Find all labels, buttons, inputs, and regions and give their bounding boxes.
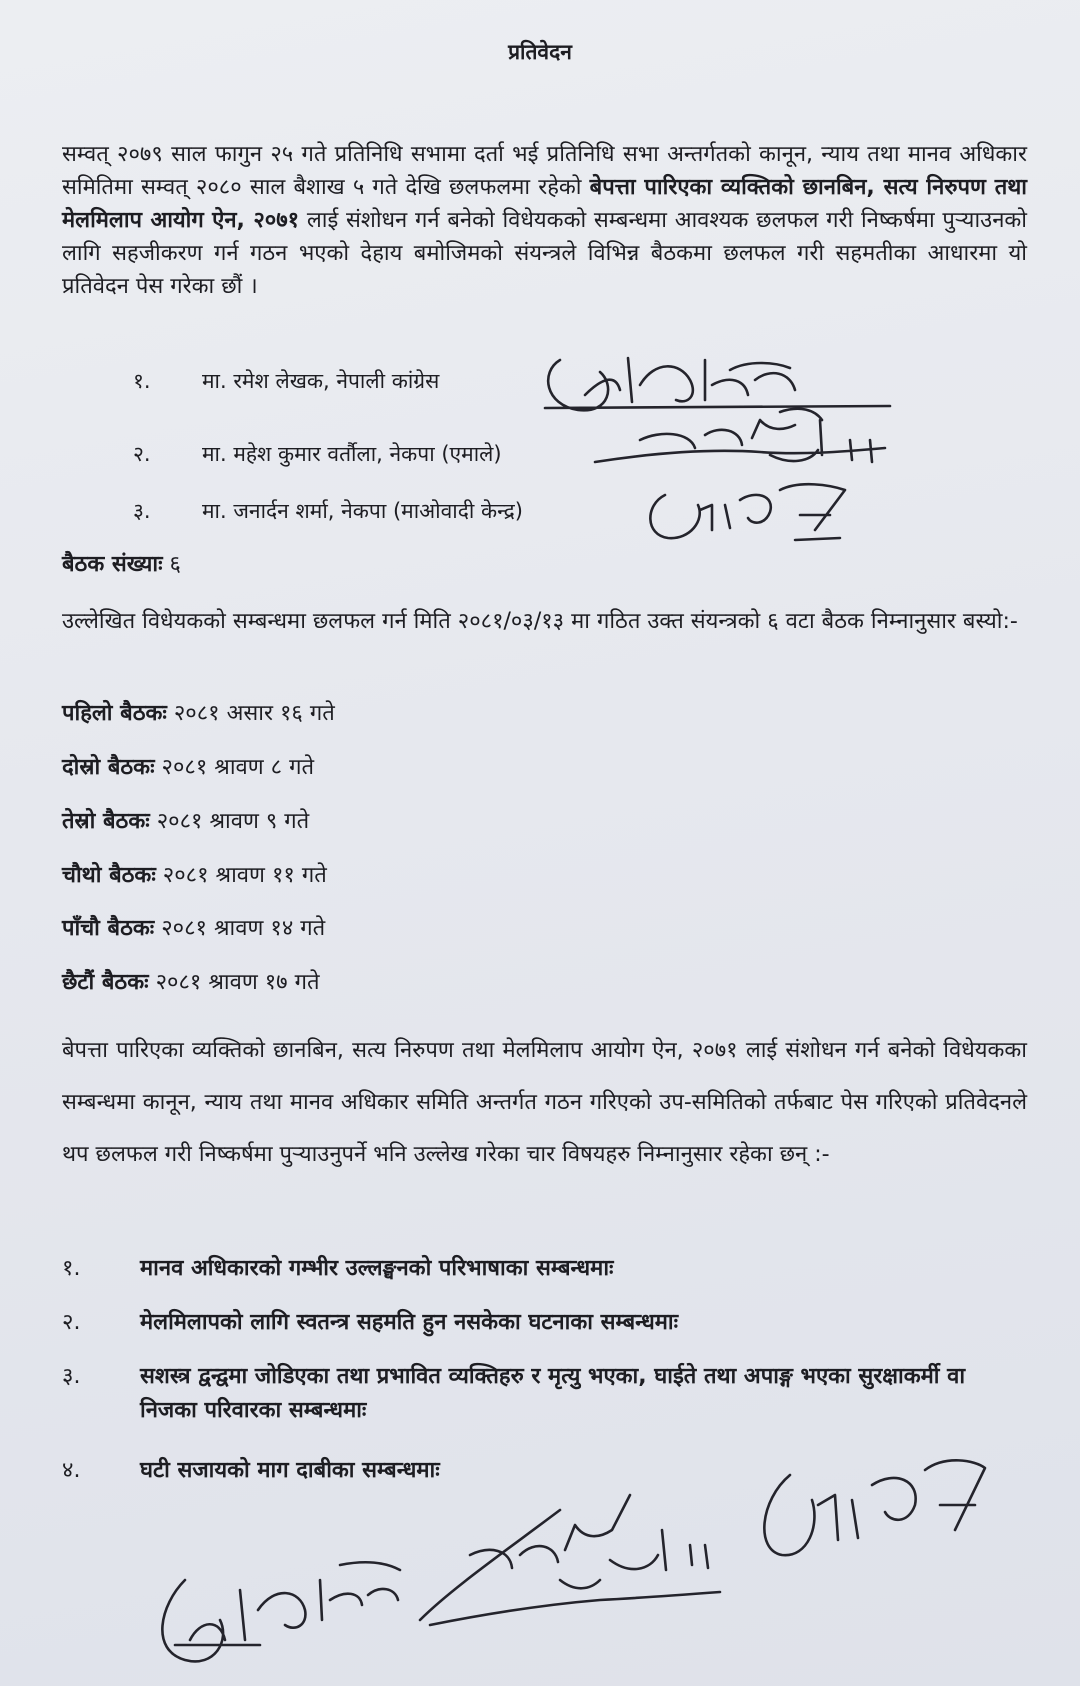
member-name: मा. महेश कुमार वर्तौला, नेकपा (एमाले) [202,442,502,466]
signature-janardan-sharma [650,484,845,540]
meeting-date: २०८१ असार १६ गते [173,701,335,726]
member-number: २. [133,442,151,466]
meeting-date: २०८१ श्रावण ८ गते [161,755,315,780]
bill-name: बेपत्ता पारिएका व्यक्तिको छानबिन, सत्य निरुपण तथा मेलमिलाप आयोग ऐन, २०७१ [62,175,1027,233]
issue-text: घटी सजायको माग दाबीका सम्बन्धमाः [140,1458,440,1483]
meeting-label: तेस्रो बैठकः [62,809,150,834]
signature-mahesh-kumar-bartaula-bottom [420,1495,720,1625]
meeting-label: पाँचौ बैठकः [62,916,155,941]
meeting-count-label: बैठक संख्याः [62,552,163,577]
meetings-intro: उल्लेखित विधेयकको सम्बन्धमा छलफल गर्न मिति २०८१/०३/१३ मा गठित उक्त संयन्त्रको ६ वटा बैठक निम्नानुसार बस्यो:- [62,609,1018,634]
signature-janardan-sharma-bottom [764,1460,985,1555]
meeting-date: २०८१ श्रावण ११ गते [162,863,327,888]
issue-text: मेलमिलापको लागि स्वतन्त्र सहमति हुन नसकेका घटनाका सम्बन्धमाः [140,1310,679,1335]
document-title: प्रतिवेदन [508,40,572,64]
signature-mahesh-kumar-bartaula [595,409,885,462]
findings-intro: बेपत्ता पारिएका व्यक्तिको छानबिन, सत्य निरुपण तथा मेलमिलाप आयोग ऐन, २०७१ लाई संशोधन गर्न बनेको विधेयकका सम्बन्धमा कानून, न्याय तथा मानव अधिकार समिति अन्तर्गत गठन गरिएको उप-समितिको तर्फबाट पेस गरिएको प्रतिवेदनले थप छलफल गरी निष्कर्षमा पुऱ्याउनुपर्ने भनि उल्लेख गरेका चार विषयहरु निम्नानुसार रहेका छन् :- [62,1038,1027,1167]
issue-number: ४. [62,1458,81,1483]
meeting-date: २०८१ श्रावण ९ गते [156,809,310,834]
issue-text: सशस्त्र द्वन्द्वमा जोडिएका तथा प्रभावित व्यक्तिहरु र मृत्यु भएका, घाईते तथा अपाङ्ग भएका सुरक्षाकर्मी वा निजका परिवारका सम्बन्धमाः [140,1364,966,1423]
intro-text-1: सम्वत् २०७९ साल फागुन २५ गते प्रतिनिधि सभामा दर्ता भई प्रतिनिधि सभा अन्तर्गतको कानून, न्याय तथा मानव अधिकार समितिमा सम्वत् २०८० साल बैशाख ५ गते देखि छलफलमा रहेको [62,142,1027,200]
issue-number: २. [62,1310,81,1335]
meeting-label: चौथो बैठकः [62,863,156,888]
issue-number: १. [62,1256,81,1281]
issue-number: ३. [62,1364,81,1389]
member-number: १. [133,369,151,393]
issue-text: मानव अधिकारको गम्भीर उल्लङ्घनको परिभाषाका सम्बन्धमाः [140,1256,614,1281]
member-number: ३. [133,499,151,523]
meeting-label: दोस्रो बैठकः [62,755,155,780]
meeting-date: २०८१ श्रावण १७ गते [155,970,320,995]
meeting-date: २०८१ श्रावण १४ गते [161,916,326,941]
meeting-label: पहिलो बैठकः [62,701,167,726]
member-name: मा. रमेश लेखक, नेपाली कांग्रेस [202,369,440,393]
meeting-count-value: ६ [169,552,181,577]
signature-ramesh-lekhak-bottom [162,1562,400,1661]
signature-ramesh-lekhak [545,358,890,410]
intro-text-2: लाई संशोधन गर्न बनेको विधेयकको सम्बन्धमा आवश्यक छलफल गरी निष्कर्षमा पुऱ्याउनको लागि सहजीकरण गर्न गठन भएको देहाय बमोजिमको संयन्त्रले विभिन्न बैठकमा छलफल गरी सहमतीका आधारमा यो प्रतिवेदन पेस गरेका छौं । [62,208,1027,299]
meeting-label: छैटौं बैठकः [62,970,149,995]
member-name: मा. जनार्दन शर्मा, नेकपा (माओवादी केन्द्र) [202,499,523,523]
